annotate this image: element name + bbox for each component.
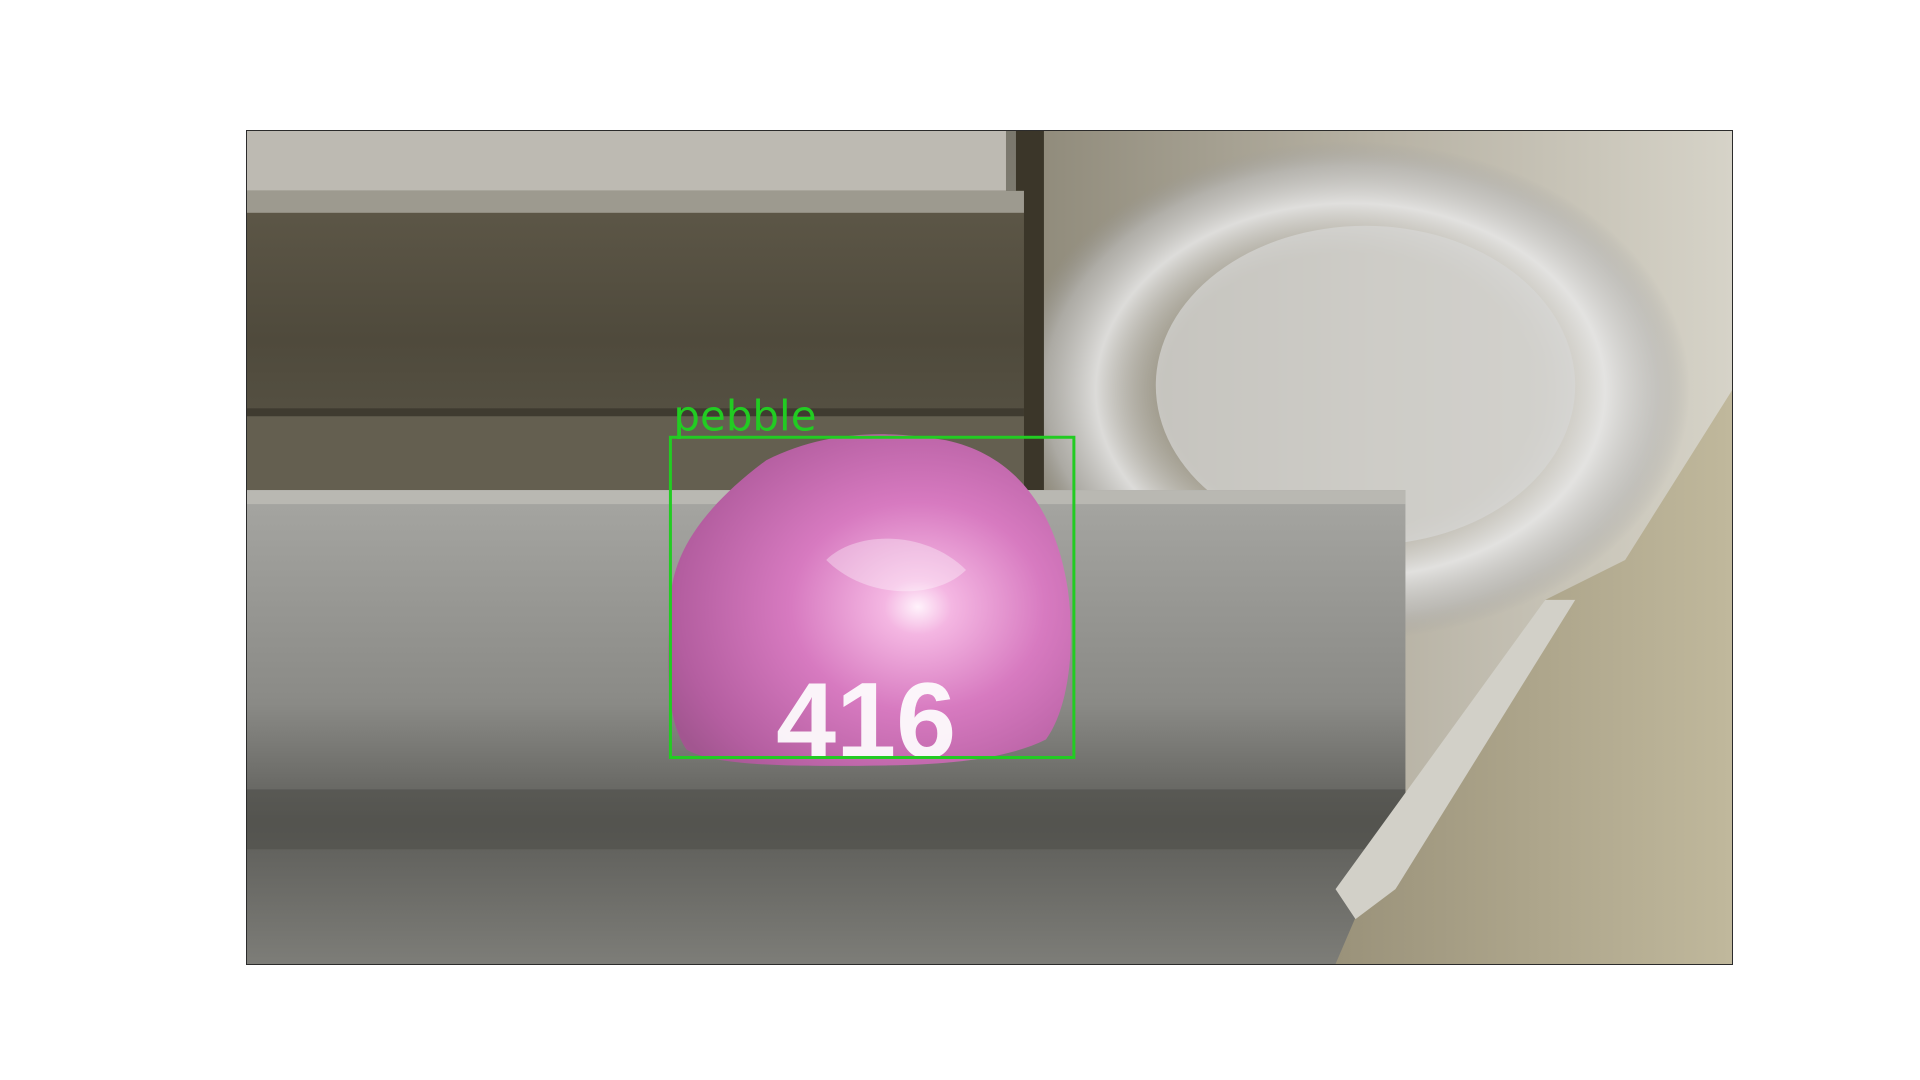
wall-top-edge (247, 191, 1024, 213)
pebble-marking: 416 (776, 659, 957, 781)
floor-dark-band (247, 789, 1405, 849)
top-left-light (247, 131, 1006, 191)
detection-label: pebble (673, 391, 817, 441)
annotated-photo (246, 130, 1733, 965)
wall-shelf-line (247, 408, 1024, 416)
